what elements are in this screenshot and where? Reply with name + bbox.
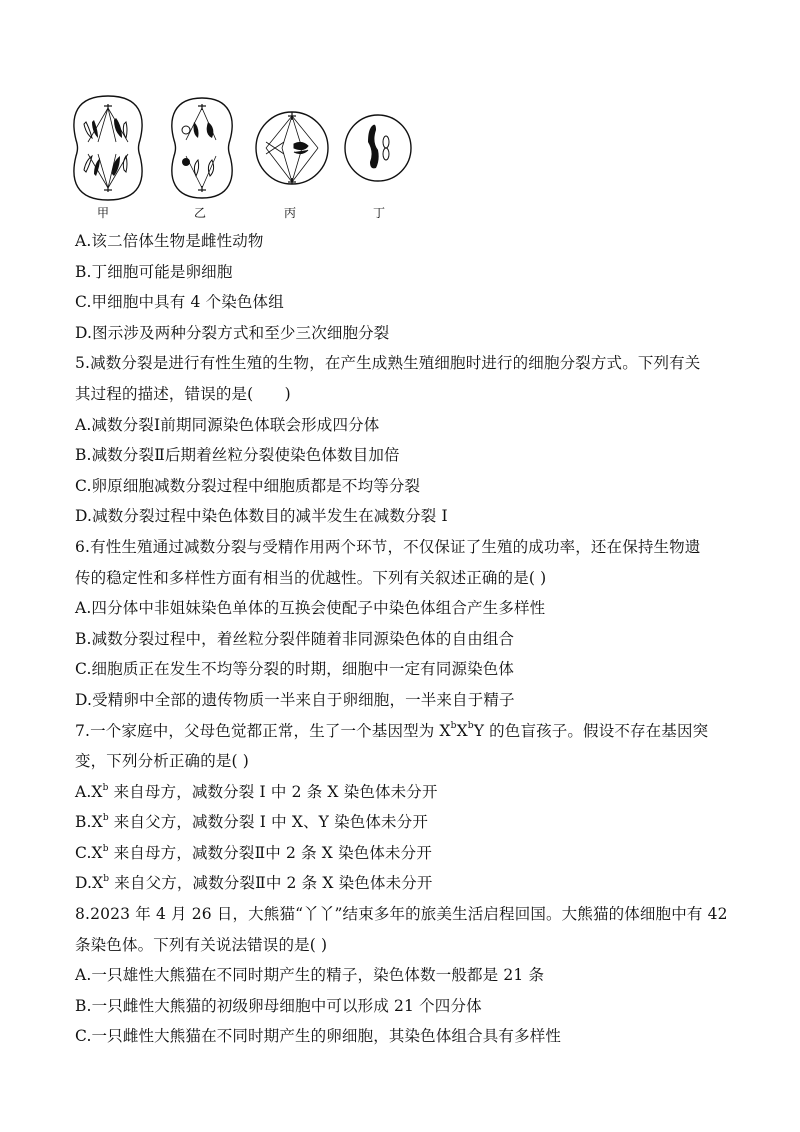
q7-option-c xyxy=(75,838,735,869)
q7-stem-part-c: Y 的色盲孩子。假设不存在基因突 xyxy=(473,721,709,740)
q4-option-d: D.图示涉及两种分裂方式和至少三次细胞分裂 xyxy=(75,323,390,342)
q7-option-d-pre: D.X xyxy=(75,874,104,893)
q8-stem-line1: 8.2023 年 4 月 26 日，大熊猫“丫丫”结束多年的旅美生活启程回国。大熊猫的体细胞中有 42 xyxy=(75,905,728,924)
question-text xyxy=(75,226,735,1052)
q6-option-a: A.四分体中非姐妹染色单体的互换会使配子中染色体组合产生多样性 xyxy=(75,599,546,618)
q7-stem-line2: 变，下列分析正确的是( ) xyxy=(75,752,249,771)
q7-option-a xyxy=(75,777,735,808)
q7-option-b xyxy=(75,807,735,838)
q7-option-d-sup: b xyxy=(103,874,110,885)
q7-option-a-pre: A.X xyxy=(75,782,103,801)
q7-option-c-post: 来自母方，减数分裂Ⅱ中 2 条 X 染色体未分开 xyxy=(108,843,432,862)
q4-option-c: C.甲细胞中具有 4 个染色体组 xyxy=(75,293,284,312)
label-yi: 乙 xyxy=(193,206,206,220)
label-bing: 丙 xyxy=(283,206,296,220)
q7-option-c-sup: b xyxy=(102,843,109,854)
q5-option-c: C.卵原细胞减数分裂过程中细胞质都是不均等分裂 xyxy=(75,476,421,495)
q8-stem-line2: 条染色体。下列有关说法错误的是( ) xyxy=(75,935,328,954)
q6-stem-line2: 传的稳定性和多样性方面有相当的优越性。下列有关叙述正确的是( ) xyxy=(75,568,547,587)
q4-option-b: B.丁细胞可能是卵细胞 xyxy=(75,262,233,281)
q8-option-c: C.一只雌性大熊猫在不同时期产生的卵细胞，其染色体组合具有多样性 xyxy=(75,1027,562,1046)
q5-option-b: B.减数分裂Ⅱ后期着丝粒分裂使染色体数目加倍 xyxy=(75,446,400,465)
q5-option-a: A.减数分裂Ⅰ前期同源染色体联会形成四分体 xyxy=(75,415,380,434)
q6-option-c: C.细胞质正在发生不均等分裂的时期，细胞中一定有同源染色体 xyxy=(75,660,515,679)
q5-stem-line2: 其过程的描述，错误的是( ) xyxy=(75,384,291,403)
q7-option-a-sup: b xyxy=(102,782,109,793)
cell-division-figure xyxy=(68,92,428,224)
q4-option-a: A.该二倍体生物是雌性动物 xyxy=(75,232,264,250)
cell-jia-diagram xyxy=(68,92,148,204)
cell-yi-diagram xyxy=(164,92,240,204)
q7-stem-sup2: b xyxy=(467,721,474,732)
q5-option-d: D.减数分裂过程中染色体数目的减半发生在减数分裂 I xyxy=(75,507,448,526)
label-ding: 丁 xyxy=(372,206,385,220)
q8-option-a: A.一只雄性大熊猫在不同时期产生的精子，染色体数一般都是 21 条 xyxy=(75,966,545,985)
q7-option-c-pre: C.X xyxy=(75,843,103,862)
q7-option-d xyxy=(75,868,735,899)
label-jia: 甲 xyxy=(96,206,109,220)
q7-stem-line1 xyxy=(75,716,735,747)
cell-ding-diagram xyxy=(342,92,414,188)
q7-stem-part-b: X xyxy=(456,721,468,740)
q6-option-d: D.受精卵中全部的遗传物质一半来自于卵细胞，一半来自于精子 xyxy=(75,690,515,709)
q7-stem-part-a: 7.一个家庭中，父母色觉都正常，生了一个基因型为 X xyxy=(75,721,451,740)
q7-option-b-post: 来自父方，减数分裂 I 中 X、Y 染色体未分开 xyxy=(108,813,429,832)
q7-option-d-post: 来自父方，减数分裂Ⅱ中 2 条 X 染色体未分开 xyxy=(109,874,433,893)
q7-option-a-post: 来自母方，减数分裂 I 中 2 条 X 染色体未分开 xyxy=(108,782,438,801)
q5-stem-line1: 5.减数分裂是进行有性生殖的生物，在产生成熟生殖细胞时进行的细胞分裂方式。下列有关 xyxy=(75,354,701,373)
q7-stem-sup1: b xyxy=(450,721,457,732)
q8-option-b: B.一只雌性大熊猫的初级卵母细胞中可以形成 21 个四分体 xyxy=(75,996,482,1015)
q6-option-b: B.减数分裂过程中，着丝粒分裂伴随着非同源染色体的自由组合 xyxy=(75,629,515,648)
cell-bing-diagram xyxy=(252,92,332,188)
q6-stem-line1: 6.有性生殖通过减数分裂与受精作用两个环节，不仅保证了生殖的成功率，还在保持生物遗 xyxy=(75,537,701,556)
q7-option-b-sup: b xyxy=(102,813,109,824)
q7-option-b-pre: B.X xyxy=(75,813,103,832)
